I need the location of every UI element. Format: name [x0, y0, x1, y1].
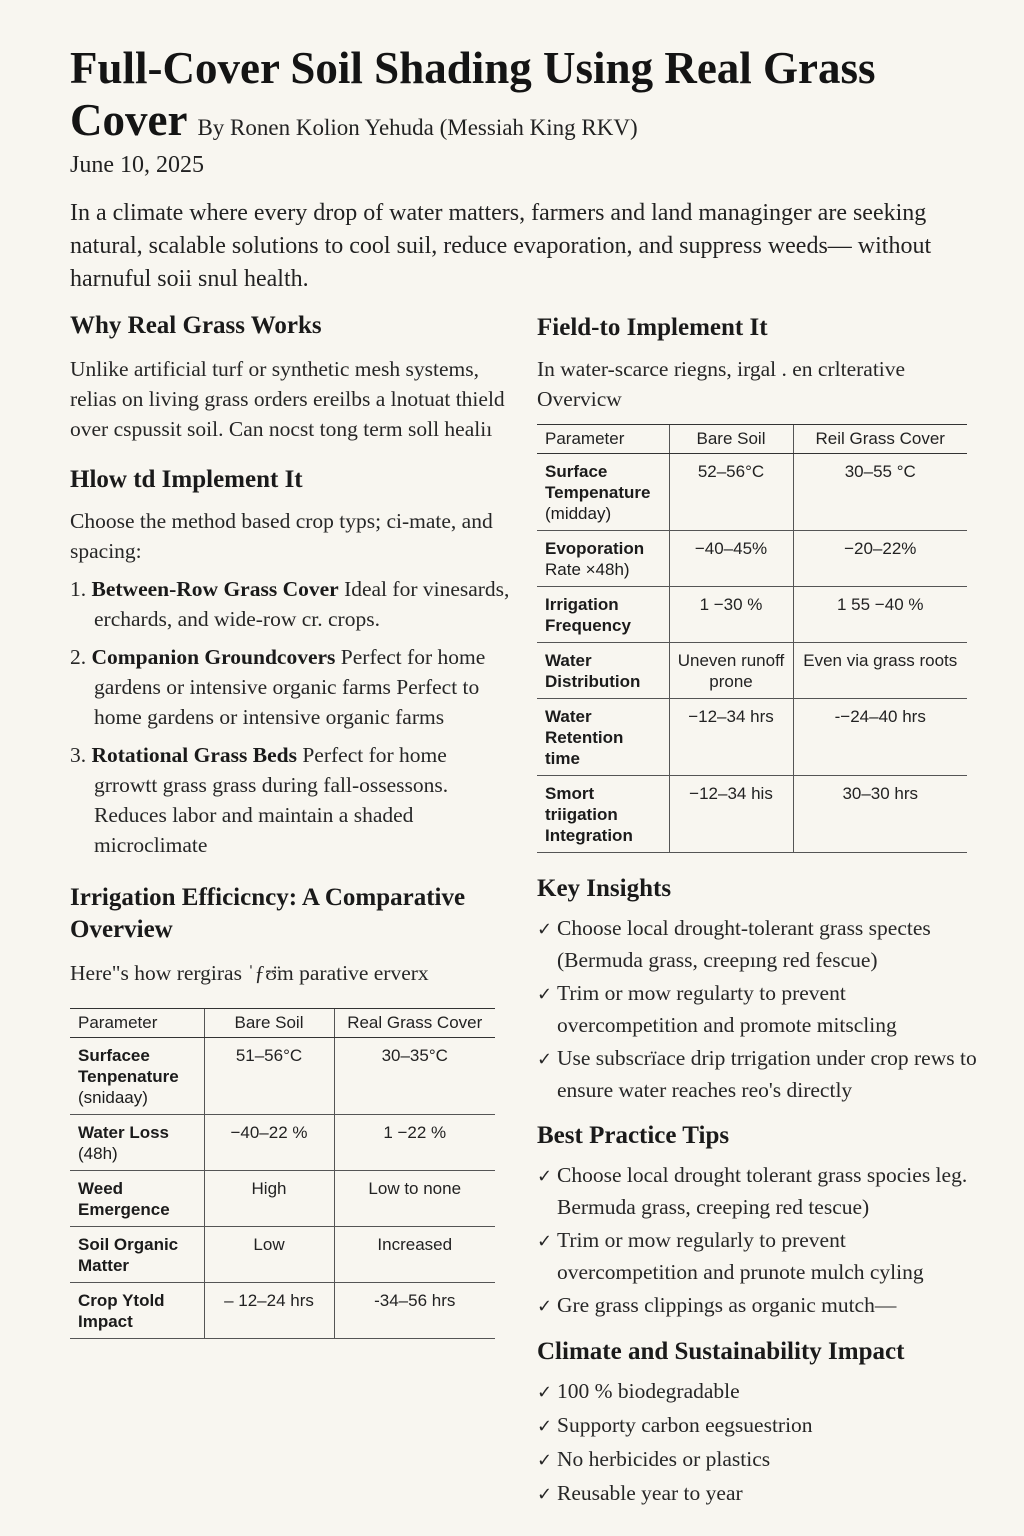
bare-soil-cell: 52–56°C	[669, 454, 793, 531]
intro-paragraph: In a climate where every drop of water matters, farmers and land managinger are seeking natural, scalable solutions to cool suil, reduce evaporation, and suppress weeds— without harnuful soii snul health.	[70, 200, 932, 292]
publish-date: June 10, 2025	[70, 152, 204, 178]
list-item: ✓ Use subscrïace drip trrigation under crop rews to ensure water reaches reo's directly	[537, 1046, 977, 1102]
param-cell: Water Retention time	[537, 699, 669, 776]
method-text: Ideal for vinesards, erchards, and wide-row cr. crops.	[94, 577, 510, 631]
list-item: 1. Between-Row Grass Cover Ideal for vinesards, erchards, and wide-row cr. crops.	[70, 577, 510, 631]
list-item: ✓ Trim or mow regularty to prevent overcompetition and promote mitscling	[537, 981, 897, 1037]
column-header: Bare Soil	[204, 1009, 334, 1038]
bare-soil-cell: 51–56°C	[204, 1038, 334, 1115]
param-cell: Soil Organic Matter	[70, 1227, 204, 1283]
param-cell: Surface Tempenature (midday)	[537, 454, 669, 531]
irrigation-table	[70, 1008, 495, 1339]
byline: By Ronen Kolion Yehuda (Messiah King RKV)	[197, 115, 638, 140]
check-icon: ✓	[537, 1296, 553, 1317]
table-row	[537, 531, 967, 587]
list-item: 2. Companion Groundcovers Perfect for home gardens or intensive organic farms Perfect to home gardens or intensive organic farms	[70, 645, 486, 729]
list-item: ✓ Choose local drought tolerant grass spocies leg. Bermuda grass, creeping red tescue)	[537, 1163, 968, 1219]
field-heading: Field-to Implement It	[537, 314, 768, 341]
grass-cell: Even via grass roots	[793, 643, 967, 699]
method-title: Between-Row Grass Cover	[91, 577, 339, 601]
list-item: ✓ 100 % biodegradable	[537, 1376, 982, 1408]
grass-cell: 30–35°C	[334, 1038, 495, 1115]
table-header-row	[70, 1009, 495, 1038]
irrigation-text: Here"s how rergiras ˈƒʊ̈m parative erverx	[70, 961, 429, 985]
grass-cell: Low to none	[334, 1171, 495, 1227]
column-header: Real Grass Cover	[334, 1009, 495, 1038]
right-column	[537, 312, 982, 1510]
method-text: Perfect for home gardens or intensive organic farms Perfect to home gardens or intensive organic farms	[94, 645, 486, 729]
table-row	[537, 454, 967, 531]
table-row	[537, 699, 967, 776]
check-icon: ✓	[537, 1416, 553, 1437]
how-text: Choose the method based crop typs; ci-mate, and spacing:	[70, 509, 493, 563]
table-row	[70, 1115, 495, 1171]
grass-cell: 1 −22 %	[334, 1115, 495, 1171]
method-title: Companion Groundcovers	[91, 645, 336, 669]
tips-list	[537, 1160, 982, 1322]
table-row	[70, 1227, 495, 1283]
table-row	[537, 776, 967, 853]
table-row	[537, 587, 967, 643]
article-title	[70, 42, 970, 154]
insights-heading: Key Insights	[537, 875, 672, 902]
left-column	[70, 310, 510, 1339]
why-text: Unlike artificial turf or synthetic mesh systems, relias on living grass orders ereilbs a lnotuat thield over cspussit soil. Can nocst tong term soll healiı	[70, 357, 505, 441]
title-text: Full-Cover Soil Shading Using Real Grass Cover	[70, 43, 876, 145]
field-text: In water-scarce riegns, irgal . en crlterative Overvicw	[537, 357, 906, 411]
param-cell: Crop Ytold Impact	[70, 1283, 204, 1339]
param-cell: Surfacee Tenpenature (snidaay)	[70, 1038, 204, 1115]
tips-heading: Best Practice Tips	[537, 1122, 730, 1149]
bare-soil-cell: −12–34 hrs	[669, 699, 793, 776]
method-title: Rotational Grass Beds	[91, 743, 297, 767]
list-item: ✓ Trim or mow regularly to prevent overcompetition and prunote mulch cyling	[537, 1228, 924, 1284]
grass-cell: -−24–40 hrs	[793, 699, 967, 776]
insights-list	[537, 913, 982, 1106]
bare-soil-cell: −40–45%	[669, 531, 793, 587]
bare-soil-cell: 1 −30 %	[669, 587, 793, 643]
table-row	[537, 643, 967, 699]
list-item: ✓ Reusable year to year	[537, 1478, 982, 1510]
list-item: 3. Rotational Grass Beds Perfect for home grrowtt grass grass during fall-ossessons. Reduces labor and maintain a shaded microclimate	[70, 743, 449, 857]
check-icon: ✓	[537, 1382, 553, 1403]
param-cell: Water Distribution	[537, 643, 669, 699]
table-row	[70, 1038, 495, 1115]
check-icon: ✓	[537, 1049, 553, 1070]
grass-cell: Increased	[334, 1227, 495, 1283]
table-row	[70, 1283, 495, 1339]
check-icon: ✓	[537, 1484, 553, 1505]
table-row	[70, 1171, 495, 1227]
list-item: ✓ Supporty carbon eegsuestrion	[537, 1410, 982, 1442]
list-item: ✓ Choose local drought-tolerant grass spectes (Bermuda grass, creepıng red fescue)	[537, 916, 931, 972]
grass-cell: 30–30 hrs	[793, 776, 967, 853]
list-item: ✓ Gre grass clippings as organic mutch—	[537, 1290, 982, 1322]
column-header: Bare Soil	[669, 425, 793, 454]
bare-soil-cell: −12–34 his	[669, 776, 793, 853]
grass-cell: −20–22%	[793, 531, 967, 587]
column-header: Reil Grass Cover	[793, 425, 967, 454]
column-header: Parameter	[537, 425, 669, 454]
bare-soil-cell: −40–22 %	[204, 1115, 334, 1171]
check-icon: ✓	[537, 984, 553, 1005]
param-cell: Weed Emergence	[70, 1171, 204, 1227]
irrigation-heading: Irrigation Efficicncy: A Comparative Overview	[70, 884, 466, 943]
list-item: ✓ No herbicides or plastics	[537, 1444, 982, 1476]
method-text: Perfect for home grrowtt grass grass during fall-ossessons. Reduces labor and maintain a shaded microclimate	[94, 743, 449, 857]
grass-cell: 1 55 −40 %	[793, 587, 967, 643]
field-table	[537, 424, 967, 853]
method-list	[70, 574, 510, 860]
climate-list	[537, 1376, 982, 1510]
bare-soil-cell: – 12–24 hrs	[204, 1283, 334, 1339]
check-icon: ✓	[537, 1450, 553, 1471]
check-icon: ✓	[537, 1231, 553, 1252]
bare-soil-cell: High	[204, 1171, 334, 1227]
grass-cell: 30–55 °C	[793, 454, 967, 531]
check-icon: ✓	[537, 919, 553, 940]
table-header-row	[537, 425, 967, 454]
column-header: Parameter	[70, 1009, 204, 1038]
param-cell: Irrigation Frequency	[537, 587, 669, 643]
climate-heading: Climate and Sustainability Impact	[537, 1338, 905, 1365]
how-heading: Hlow td Implement It	[70, 466, 303, 493]
check-icon: ✓	[537, 1166, 553, 1187]
grass-cell: -34–56 hrs	[334, 1283, 495, 1339]
why-heading: Why Real Grass Works	[70, 312, 322, 339]
param-cell: Water Loss (48h)	[70, 1115, 204, 1171]
param-cell: Evoporation Rate ×48h)	[537, 531, 669, 587]
param-cell: Smort triigation Integration	[537, 776, 669, 853]
bare-soil-cell: Uneven runoff prone	[669, 643, 793, 699]
bare-soil-cell: Low	[204, 1227, 334, 1283]
